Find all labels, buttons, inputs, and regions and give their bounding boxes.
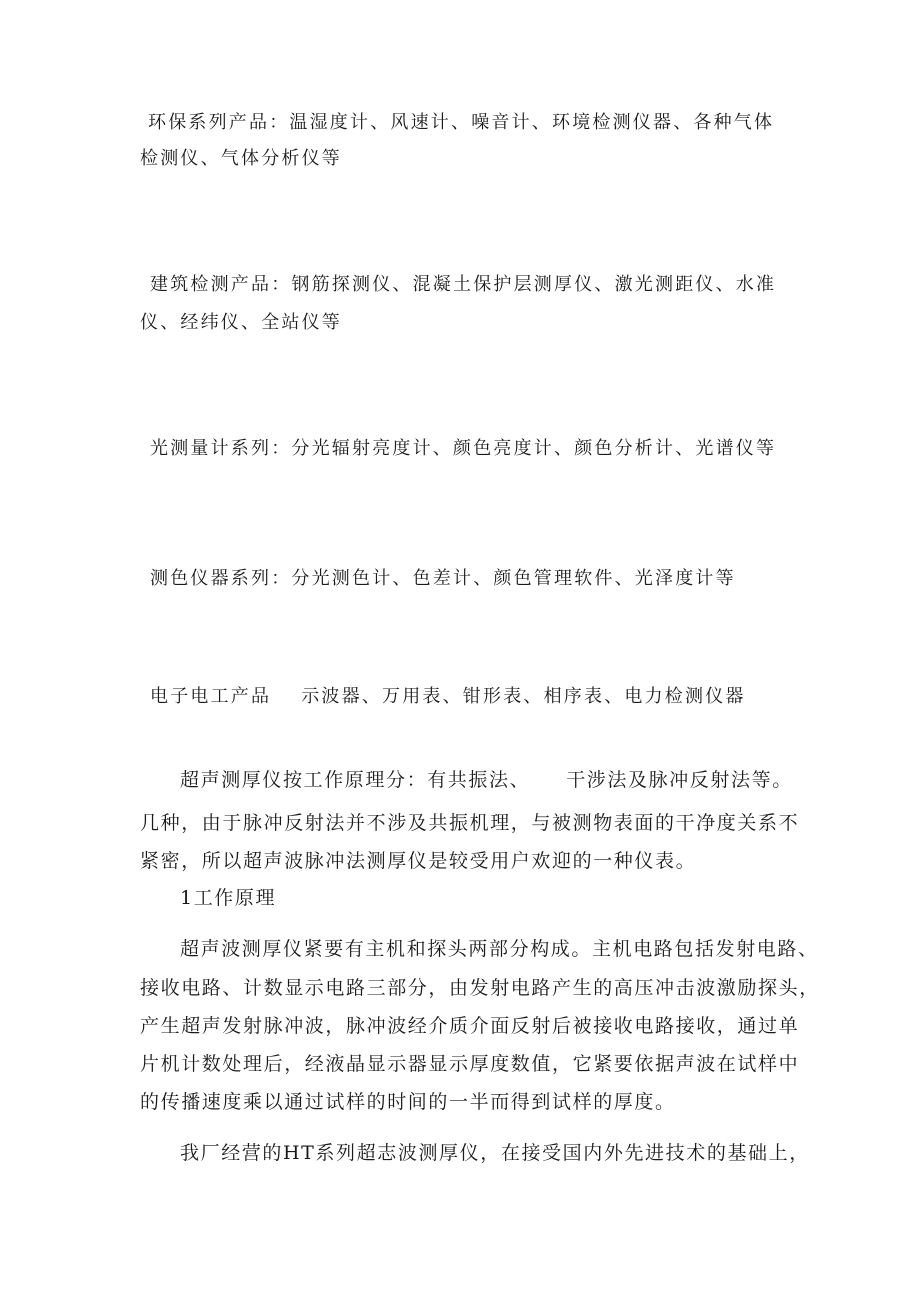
principle-line-2: 接收电路、计数显示电路三部分，由发射电路产生的高压冲击波激励探头， [140,977,820,999]
electronics-items: 示波器、万用表、钳形表、相序表、电力检测仪器 [301,686,746,707]
product-line-optical: 光测量计系列：分光辐射亮度计、颜色亮度计、颜色分析计、光谱仪等 [150,438,777,459]
product-line-construction-cont: 仪、经纬仪、全站仪等 [140,312,342,333]
principle-line-1: 超声波测厚仪紧要有主机和探头两部分构成。主机电路包括发射电路、 [180,938,819,960]
section-heading: 1工作原理 [180,887,277,909]
intro-line-1 [180,768,793,792]
principle-line-5: 的传播速度乘以通过试样的时间的一半而得到试样的厚度。 [140,1091,676,1113]
product-line-environment-cont: 检测仪、气体分析仪等 [140,148,342,169]
principle-line-3: 产生超声发射脉冲波，脉冲波经介质介面反射后被接收电路接收，通过单 [140,1015,800,1037]
product-line-colorimetry: 测色仪器系列：分光测色计、色差计、颜色管理软件、光泽度计等 [150,568,736,589]
closing-line: 我厂经营的HT系列超志波测厚仪，在接受国内外先进技术的基础上， [180,1142,810,1164]
intro-line-2: 几种，由于脉冲反射法并不涉及共振机理，与被测物表面的干净度关系不 [140,812,800,834]
intro-line-1a: 超声测厚仪按工作原理分：有共振法、 [180,769,531,791]
intro-line-3: 紧密，所以超声波脉冲法测厚仪是较受用户欢迎的一种仪表。 [140,850,697,872]
product-line-construction: 建筑检测产品：钢筋探测仪、混凝土保护层测厚仪、激光测距仪、水准 [150,274,777,295]
intro-line-1b: 干涉法及脉冲反射法等。 [566,769,793,791]
product-line-environment: 环保系列产品：温湿度计、风速计、噪音计、环境检测仪器、各种气体 [148,112,775,133]
electronics-label: 电子电工产品 [150,686,272,707]
product-line-electronics [150,685,746,709]
principle-line-4: 片机计数处理后，经液晶显示器显示厚度数值，它紧要依据声波在试样中 [140,1053,800,1075]
